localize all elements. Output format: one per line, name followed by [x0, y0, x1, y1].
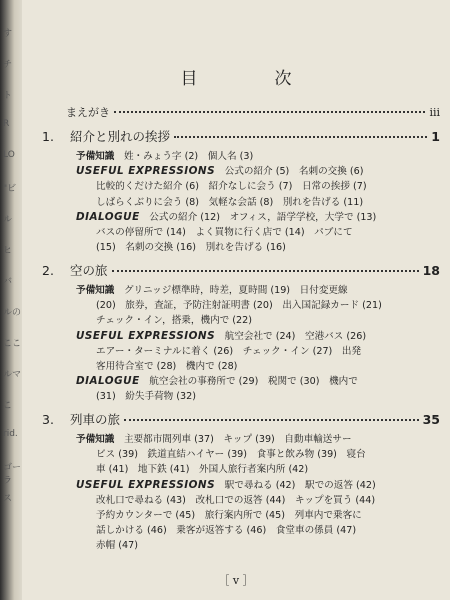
- toc-line: [76, 508, 440, 523]
- page-title: 目 次: [180, 69, 322, 89]
- chapter-heading: [42, 127, 440, 145]
- toc-line: [76, 478, 440, 493]
- chapter-number: 2.: [42, 263, 54, 278]
- preface-page: iii: [429, 106, 440, 119]
- entry-text: 公式の紹介 (5) 名刺の交換 (6): [215, 166, 364, 178]
- margin-fragment: "ビ: [3, 184, 17, 194]
- toc-line: [76, 240, 440, 255]
- toc-line: [76, 313, 440, 328]
- toc-line: [76, 149, 440, 164]
- entry-text: 車 (41) 地下鉄 (41) 外国人旅行者案内所 (42): [96, 464, 309, 476]
- margin-fragment: ル: [3, 215, 13, 225]
- chapter-3: [42, 410, 440, 554]
- toc-page: [22, 0, 450, 600]
- entry-text: (31) 紛失手荷物 (32): [96, 391, 196, 403]
- margin-fragment: す: [3, 29, 13, 39]
- entry-text: 航空会社の事務所で (29) 税関で (30) 機内で: [139, 376, 358, 388]
- toc-line: [76, 359, 440, 374]
- chapter-number: 1.: [42, 129, 54, 144]
- entry-text: バスの停留所で (14) よく買物に行く店で (14) パブにて: [96, 227, 353, 239]
- margin-fragment: ここ: [3, 339, 22, 349]
- toc-line: [76, 329, 440, 344]
- dot-leader: [112, 270, 419, 272]
- chapter-heading: [42, 410, 440, 428]
- entry-text: 比較的くだけた紹介 (6) 紹介なしに会う (7) 日常の挨拶 (7): [96, 181, 367, 193]
- chapter-2: [42, 261, 440, 405]
- toc-line: [76, 462, 440, 477]
- preface-entry: [66, 104, 440, 120]
- english-section-label: DIALOGUE: [76, 375, 140, 388]
- dot-leader: [124, 419, 419, 421]
- english-section-label: USEFUL EXPRESSIONS: [76, 478, 216, 491]
- section-label: 予備知識: [76, 151, 115, 162]
- toc-line: [76, 447, 440, 462]
- adjacent-page-edge: [0, 0, 24, 600]
- margin-fragment: ス: [3, 494, 13, 504]
- margin-fragment: ヒ: [3, 246, 13, 256]
- margin-fragment: こ: [3, 401, 13, 411]
- entry-text: 公式の紹介 (12) オフィス，語学学校，大学で (13): [139, 211, 377, 223]
- entry-text: 客用待合室で (28) 機内で (28): [96, 361, 238, 373]
- toc-line: [76, 210, 440, 225]
- chapter-number: 3.: [42, 412, 54, 427]
- margin-fragment: rid.: [3, 429, 18, 439]
- toc-line: [76, 195, 440, 210]
- chapter-heading: [42, 261, 440, 279]
- toc-line: [76, 179, 440, 194]
- toc-line: [76, 298, 440, 313]
- margin-fragment: バ: [3, 277, 13, 287]
- entry-text: 改札口で尋ねる (43) 改札口での返答 (44) キップを買う (44): [96, 494, 376, 506]
- margin-fragment: LO: [3, 150, 15, 160]
- toc-line: [76, 283, 440, 298]
- toc-line: [76, 523, 440, 538]
- chapter-1: [42, 127, 440, 255]
- entry-text: 主要都市間列車 (37) キップ (39) 自動車輸送サー: [114, 434, 352, 445]
- entry-text: (15) 名刺の交換 (16) 別れを告げる (16): [96, 242, 286, 254]
- english-section-label: DIALOGUE: [76, 210, 140, 223]
- margin-fragment: ルマ: [3, 370, 22, 380]
- toc-line: [76, 432, 440, 447]
- entry-text: 駅で尋ねる (42) 駅での返答 (42): [215, 479, 376, 491]
- chapter-title: 空の旅: [70, 263, 108, 278]
- chapter-contents: [76, 283, 440, 405]
- chapter-page: 1: [431, 129, 440, 144]
- margin-fragment: ゴーラ: [3, 463, 22, 486]
- toc-line: [76, 225, 440, 240]
- entry-text: 姓・みょう字 (2) 個人名 (3): [114, 151, 254, 162]
- margin-fragment: ト: [3, 91, 13, 101]
- margin-fragment: R: [3, 119, 10, 129]
- entry-text: 予約カウンターで (45) 旅行案内所で (45) 列車内で乗客に: [96, 510, 362, 522]
- entry-text: 話しかける (46) 乗客が返答する (46) 食堂車の係員 (47): [96, 525, 357, 537]
- chapter-contents: [76, 149, 440, 255]
- entry-text: しばらくぶりに会う (8) 気軽な会話 (8) 別れを告げる (11): [96, 196, 364, 208]
- dot-leader: [174, 136, 427, 138]
- entry-text: 航空会社で (24) 空港バス (26): [215, 330, 367, 342]
- chapter-page: 18: [422, 263, 440, 278]
- toc-line: [76, 389, 440, 404]
- dot-leader: [114, 111, 425, 113]
- chapter-page: 35: [422, 412, 440, 427]
- entry-text: (20) 旅券，査証，予防注射証明書 (20) 出入国記録カード (21): [96, 300, 382, 312]
- toc-line: [76, 374, 440, 389]
- chapter-contents: [76, 432, 440, 554]
- english-section-label: USEFUL EXPRESSIONS: [76, 329, 216, 342]
- section-label: 予備知識: [76, 434, 115, 445]
- entry-text: ビス (39) 鉄道直結ハイヤー (39) 食事と飲み物 (39) 寝台: [96, 449, 366, 461]
- toc-line: [76, 493, 440, 508]
- margin-fragment: ルの: [3, 308, 22, 318]
- toc-line: [76, 164, 440, 179]
- toc-line: [76, 344, 440, 359]
- entry-text: チェック・イン，搭乗，機内で (22): [96, 315, 252, 327]
- entry-text: エアー・ターミナルに着く (26) チェック・イン (27) 出発: [96, 345, 362, 357]
- chapter-title: 紹介と別れの挨拶: [70, 129, 171, 144]
- preface-label: まえがき: [66, 106, 110, 119]
- entry-text: グリニッジ標準時，時差，夏時間 (19) 日付変更線: [114, 285, 348, 296]
- chapter-title: 列車の旅: [70, 412, 121, 427]
- entry-text: 赤帽 (47): [96, 540, 138, 552]
- page-number: ［ v ］: [218, 574, 254, 587]
- section-label: 予備知識: [76, 285, 115, 296]
- margin-fragment: チ: [3, 60, 13, 70]
- english-section-label: USEFUL EXPRESSIONS: [76, 165, 216, 178]
- toc-line: [76, 538, 440, 553]
